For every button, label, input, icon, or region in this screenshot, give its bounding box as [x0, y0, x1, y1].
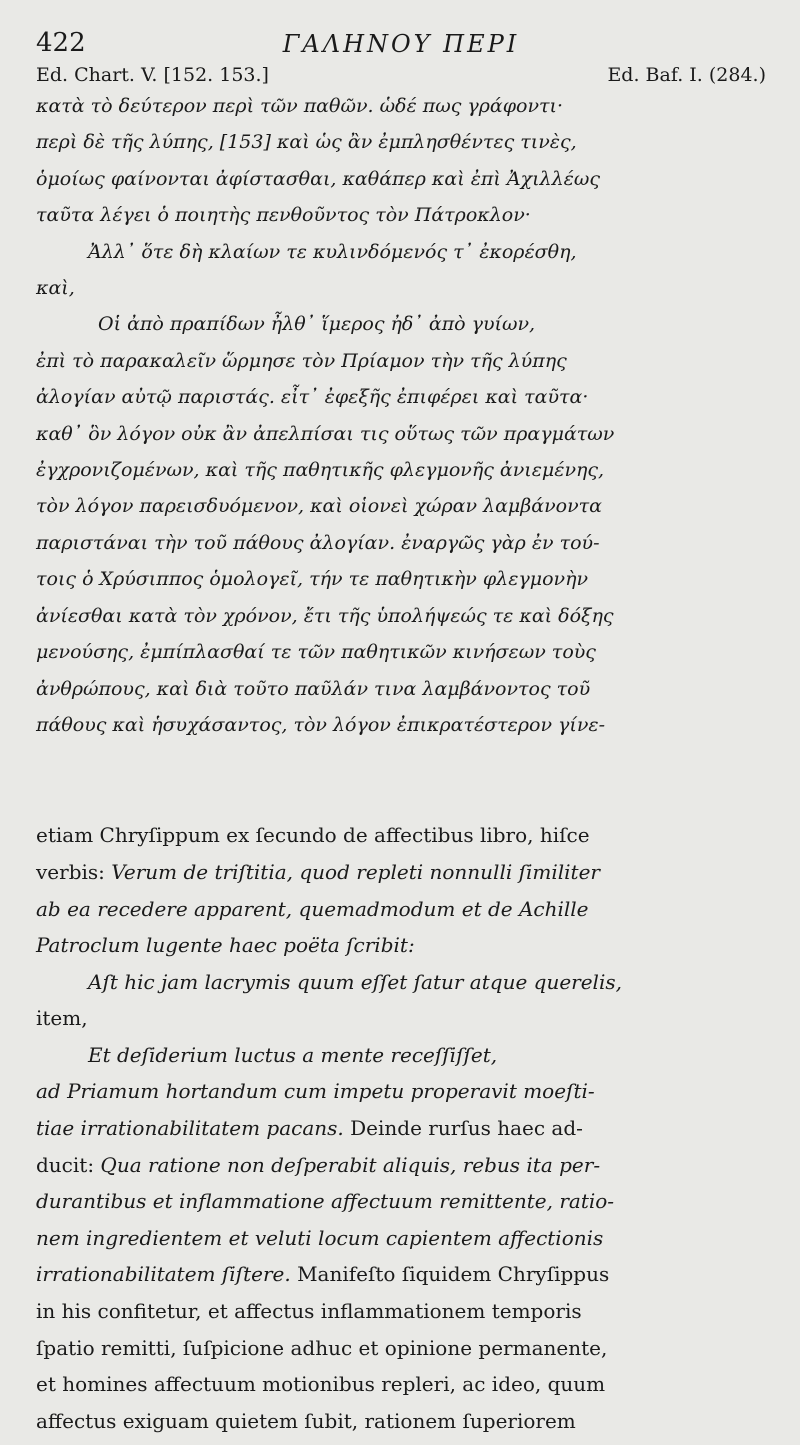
latin-roman-segment: etiam Chryſippum ex ſecundo de affectibus libro, hiſce — [36, 823, 590, 848]
edition-reference-line — [36, 62, 766, 88]
greek-text-line: παριστάναι τὴν τοῦ πάθους ἀλογίαν. ἐναργῶς γὰρ ἐν τού- — [36, 531, 600, 554]
latin-italic-segment: Et deſiderium luctus a mente receſſiſſet, — [88, 1042, 498, 1067]
greek-text-line: ἐγχρονιζομένων, καὶ τῆς παθητικῆς φλεγμονῆς ἀνιεμένης, — [36, 459, 605, 482]
greek-text-line: καθ᾽ ὃν λόγον οὐκ ἂν ἀπελπίσαι τις οὕτως τῶν πραγμάτων — [36, 422, 615, 445]
latin-roman-segment: in his confitetur, et affectus inflammationem temporis — [36, 1299, 582, 1324]
latin-italic-segment: tiae irrationabilitatem pacans. — [36, 1116, 351, 1141]
edition-reference-right: Ed. Baf. I. (284.) — [607, 64, 766, 86]
greek-text-line: ἐπὶ τὸ παρακαλεῖν ὥρμησε τὸν Πρίαμον τὴν τῆς λύπης — [36, 349, 567, 372]
greek-text-line: ταῦτα λέγει ὁ ποιητὴς πενθοῦντος τὸν Πάτροκλον· — [36, 204, 531, 227]
running-head — [36, 24, 766, 58]
latin-roman-segment: Manifeſto ſiquidem Chryſippus — [297, 1262, 610, 1287]
latin-italic-segment: Qua ratione non deſperabit aliquis, rebus ita per- — [100, 1152, 601, 1177]
latin-text-line — [36, 1366, 766, 1403]
greek-text-block — [36, 88, 766, 743]
running-title: ΓΑΛΗΝΟΥ ΠΕΡΙ — [282, 30, 520, 58]
latin-italic-segment: Verum de triſtitia, quod repleti nonnulli ſimiliter — [111, 859, 600, 884]
greek-text-line: περὶ δὲ τῆς λύπης, [153] καὶ ὡς ἂν ἐμπλησθέντες τινὲς, — [36, 131, 577, 154]
latin-text-line — [36, 1110, 766, 1147]
latin-text-line — [36, 1183, 766, 1220]
latin-text-line — [36, 1403, 766, 1440]
latin-roman-segment: verbis: — [36, 859, 112, 884]
latin-italic-segment: Aſt hic jam lacrymis quum eſſet ſatur atque querelis, — [88, 969, 622, 994]
latin-text-line — [36, 1330, 766, 1367]
page-number: 422 — [36, 28, 86, 58]
latin-italic-segment: irrationabilitatem ſiſtere. — [36, 1262, 298, 1287]
edition-reference-left: Ed. Chart. V. [152. 153.] — [36, 64, 269, 86]
latin-roman-segment: item, — [36, 1006, 88, 1031]
latin-text-line — [36, 964, 766, 1001]
latin-italic-segment: nem ingredientem et veluti locum capientem affectionis — [36, 1225, 604, 1250]
latin-roman-segment: affectus exiguam quietem ſubit, rationem ſuperiorem — [36, 1408, 576, 1433]
greek-text-line: Ἀλλ᾽ ὅτε δὴ κλαίων τε κυλινδόμενός τ᾽ ἐκορέσθη, — [88, 240, 577, 263]
latin-roman-segment: Deinde rurſus haec ad- — [350, 1116, 583, 1141]
latin-text-line — [36, 817, 766, 854]
greek-text-line: ἀλογίαν αὐτῷ παριστάς. εἶτ᾽ ἐφεξῆς ἐπιφέρει καὶ ταῦτα· — [36, 386, 589, 409]
greek-text-line: κατὰ τὸ δεύτερον περὶ τῶν παθῶν. ὡδέ πως γράφοντι· — [36, 95, 564, 117]
latin-text-line — [36, 1037, 766, 1074]
latin-italic-segment: Patroclum lugente haec poëta ſcribit: — [36, 933, 415, 958]
latin-roman-segment: et homines affectuum motionibus repleri, ac ideo, quum — [36, 1372, 606, 1397]
greek-text-line: Οἱ ἀπὸ πραπίδων ἦλθ᾽ ἵμερος ἠδ᾽ ἀπὸ γυίων, — [98, 313, 536, 336]
latin-text-line — [36, 1000, 766, 1037]
latin-text-line — [36, 1256, 766, 1293]
latin-roman-segment: ducit: — [36, 1152, 101, 1177]
latin-text-block — [36, 817, 766, 1439]
greek-text-line: ἀνθρώπους, καὶ διὰ τοῦτο παῦλάν τινα λαμβάνοντος τοῦ — [36, 677, 591, 700]
greek-text-line: τοις ὁ Χρύσιππος ὁμολογεῖ, τήν τε παθητικὴν φλεγμονὴν — [36, 568, 589, 591]
greek-text-line: πάθους καὶ ἡσυχάσαντος, τὸν λόγον ἐπικρατέστερον γίνε- — [36, 713, 606, 736]
greek-text-line: μενούσης, ἐμπίπλασθαί τε τῶν παθητικῶν κινήσεων τοὺς — [36, 641, 596, 664]
latin-text-line — [36, 891, 766, 928]
latin-italic-segment: durantibus et inflammatione affectuum remittente, ratio- — [36, 1189, 615, 1214]
latin-italic-segment: ab ea recedere apparent, quemadmodum et de Achille — [36, 896, 589, 921]
latin-text-line — [36, 1073, 766, 1110]
greek-text-line: τὸν λόγον παρεισδυόμενον, καὶ οἱονεὶ χώραν λαμβάνοντα — [36, 495, 602, 518]
latin-text-line — [36, 854, 766, 891]
latin-text-line — [36, 1293, 766, 1330]
greek-text-line: καὶ, — [36, 277, 75, 300]
latin-text-line — [36, 1147, 766, 1184]
greek-text-line: ἀνίεσθαι κατὰ τὸν χρόνον, ἔτι τῆς ὑπολήψεώς τε καὶ δόξης — [36, 604, 614, 627]
latin-text-line — [36, 927, 766, 964]
greek-text-line: ὁμοίως φαίνονται ἀφίστασθαι, καθάπερ καὶ ἐπὶ Ἀχιλλέως — [36, 167, 600, 190]
latin-text-line — [36, 1220, 766, 1257]
latin-italic-segment: ad Priamum hortandum cum impetu properavit moeſti- — [36, 1079, 595, 1104]
latin-roman-segment: ſpatio remitti, ſuſpicione adhuc et opinione permanente, — [36, 1335, 608, 1360]
column-gap — [36, 743, 766, 817]
